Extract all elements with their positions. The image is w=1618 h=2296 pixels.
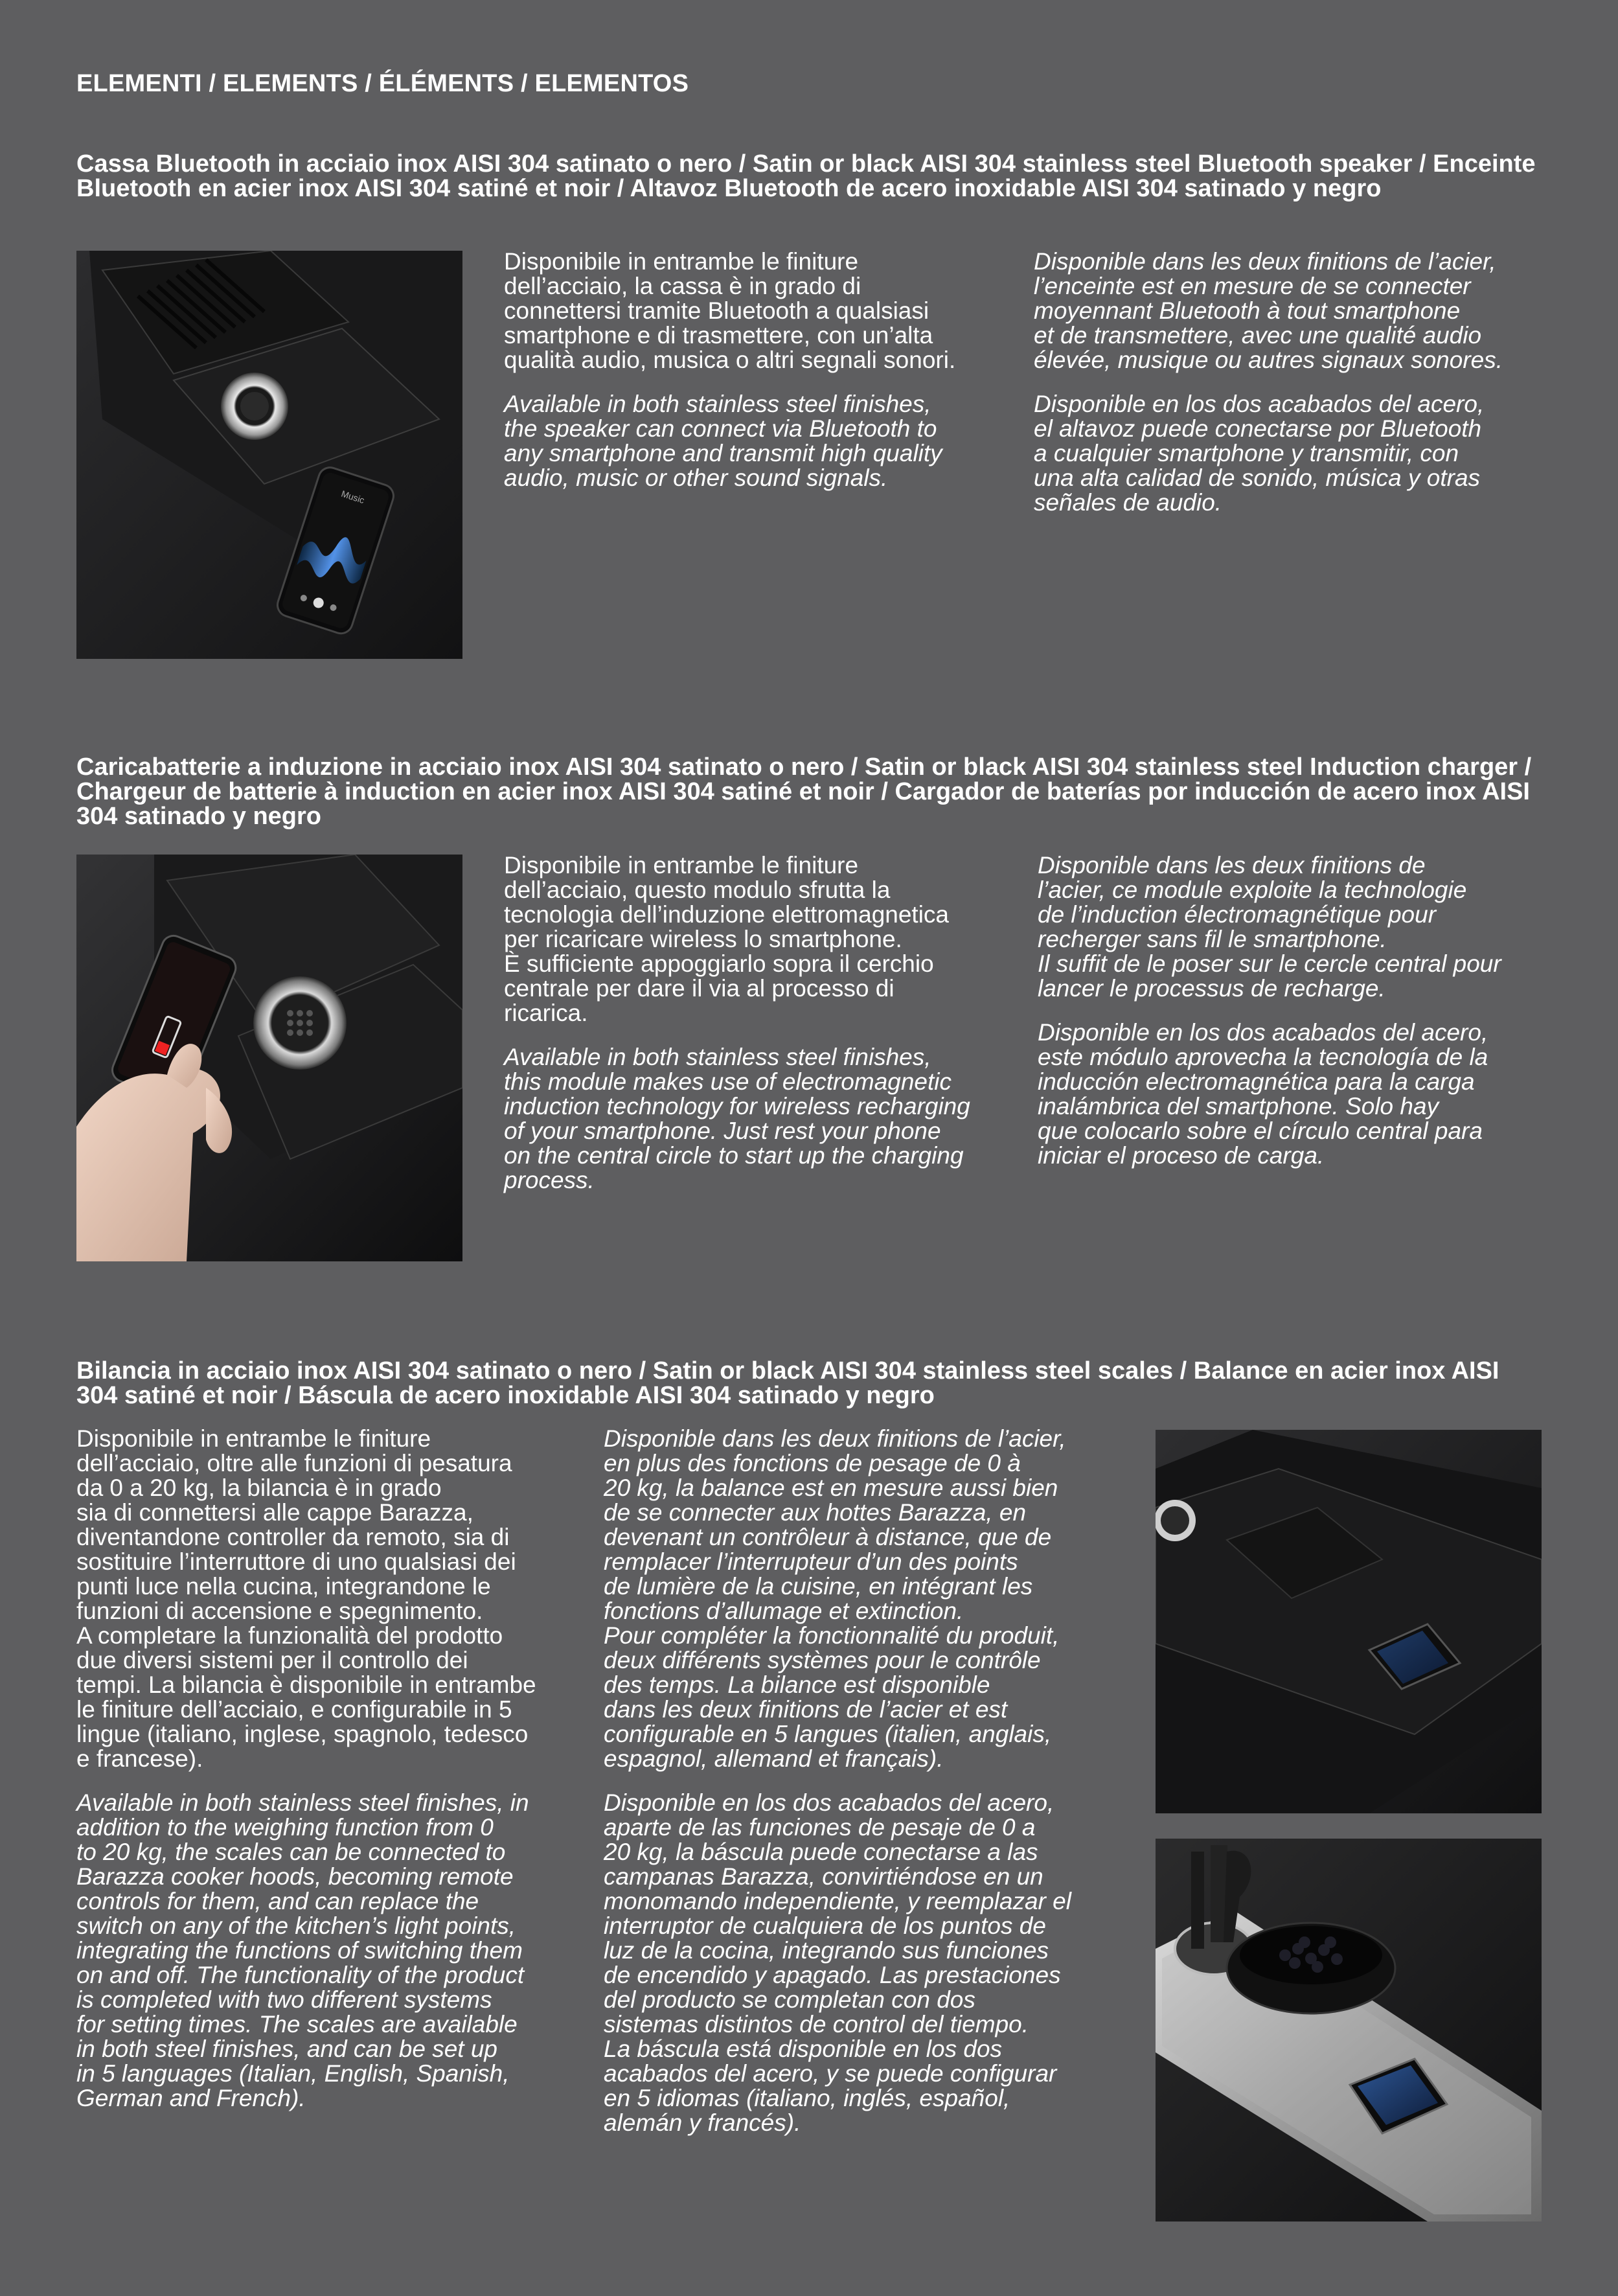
scales-text-col-1	[76, 1427, 595, 2130]
speaker-text-it: Disponibile in entrambe le finiture dell’acciaio, la cassa è in grado di connettersi tramite Bluetooth a qualsiasi smartphone e di trasmettere, con un’alta qualità audio, musica o altri segnali sonori.	[504, 248, 956, 373]
scales-text-es: Disponible en los dos acabados del acero, aparte de las funciones de pesaje de 0 a 20 kg, la báscula puede conectarse a las campanas Barazza, convirtiéndose en un monomando independiente, y reemplazar el interruptor de cualquiera de los puntos de luz de la cocina, integrando sus funciones de encendido y apagado. Las prestaciones del producto se completan con dos sistemas distintos de control del tiempo. La báscula está disponible en los dos acabados del acero, y se puede configurar en 5 idiomas (italiano, inglés, español, alemán y francés).	[604, 1789, 1071, 2136]
speaker-text-en: Available in both stainless steel finishes, the speaker can connect via Bluetooth to any smartphone and transmit high quality audio, music or other sound signals.	[504, 391, 942, 491]
scales-section-title: Bilancia in acciaio inox AISI 304 satinato o nero / Satin or black AISI 304 stainless steel scales / Balance en acier inox AISI 304 satiné et noir / Báscula de acero inoxidable AISI 304 satinado y negro	[76, 1357, 1499, 1409]
charger-text-col-2	[1038, 853, 1556, 1188]
charger-section-title: Caricabatterie a induzione in acciaio inox AISI 304 satinato o nero / Satin or black AISI 304 stainless steel Induction charger / Chargeur de batterie à induction en acier inox AISI 304 satiné et noir / Cargador de baterías por inducción de acero inox AISI 304 satinado y negro	[76, 753, 1532, 830]
charger-text-it: Disponibile in entrambe le finiture dell’acciaio, questo modulo sfrutta la tecnologia dell’induzione elettromagnetica per ricaricare wireless lo smartphone. È sufficiente appoggiarlo sopra il cerchio centrale per dare il via al processo di ricarica.	[504, 852, 950, 1026]
speaker-section-title: Cassa Bluetooth in acciaio inox AISI 304 satinato o nero / Satin or black AISI 304 stainless steel Bluetooth speaker / Enceinte Bluetooth en acier inox AISI 304 satiné et noir / Altavoz Bluetooth de acero inoxidable AISI 304 satinado y negro	[76, 150, 1536, 202]
speaker-text-col-1	[504, 249, 1022, 510]
scales-photo-steel	[1156, 1839, 1542, 2221]
speaker-text-col-2	[1034, 249, 1552, 534]
charger-photo	[76, 855, 462, 1261]
speaker-text-es: Disponible en los dos acabados del acero, el altavoz puede conectarse por Bluetooth a cualquier smartphone y transmitir, con una alta calidad de sonido, música y otras señales de audio.	[1034, 391, 1485, 516]
scales-text-fr: Disponible dans les deux finitions de l’acier, en plus des fonctions de pesage de 0 à 20 kg, la balance est en mesure aussi bien de se connecter aux hottes Barazza, en devenant un contrôleur à distance, que de remplacer l’interrupteur d’un des points de lumière de la cuisine, en intégrant les fonctions d’allumage et extinction. Pour compléter la fonctionnalité du produit, deux différents systèmes pour le contrôle des temps. La bilance est disponible dans les deux finitions de l’acier et est configurable en 5 langues (italien, anglais, espagnol, allemand et français).	[604, 1425, 1066, 1772]
charger-text-en: Available in both stainless steel finishes, this module makes use of electromagnetic induction technology for wireless recharging of your smartphone. Just rest your phone on the central circle to start up the charging process.	[504, 1044, 970, 1193]
charger-text-fr: Disponible dans les deux finitions de l’acier, ce module exploite la technologie de l’induction électromagnétique pour recherger sans fil le smartphone. Il suffit de le poser sur le cercle central pour lancer le processus de recharge.	[1038, 852, 1501, 1002]
speaker-photo	[76, 251, 462, 659]
charger-text-col-1	[504, 853, 1022, 1212]
scales-photo-black	[1156, 1430, 1542, 1813]
page-heading: ELEMENTI / ELEMENTS / ÉLÉMENTS / ELEMENTOS	[76, 70, 689, 97]
scales-text-it: Disponibile in entrambe le finiture dell’acciaio, oltre alle funzioni di pesatura da 0 a 20 kg, la bilancia è in grado sia di connettersi alle cappe Barazza, diventandone controller da remoto, sia di sostituire l’interruttore di uno qualsiasi dei punti luce nella cucina, integrandone le funzioni di accensione e spegnimento. A completare la funzionalità del prodotto due diversi sistemi per il controllo dei tempi. La bilancia è disponibile in entrambe le finiture dell’acciaio, e configurabile in 5 lingue (italiano, inglese, spagnolo, tedesco e francese).	[76, 1425, 536, 1772]
speaker-text-fr: Disponible dans les deux finitions de l’acier, l’enceinte est en mesure de se connecter moyennant Bluetooth à tout smartphone et de transmettere, avec une qualité audio élevée, musique ou autres signaux sonores.	[1034, 248, 1503, 373]
phone-screen-label: Music	[340, 488, 366, 506]
scales-text-en: Available in both stainless steel finishes, in addition to the weighing function from 0 to 20 kg, the scales can be connected to Barazza cooker hoods, becoming remote controls for them, and can replace the switch on any of the kitchen’s light points, integrating the functions of switching them on and off. The functionality of the product is completed with two different systems for setting times. The scales are available in both steel finishes, and can be set up in 5 languages (Italian, English, Spanish, German and French).	[76, 1789, 529, 2111]
charger-text-es: Disponible en los dos acabados del acero, este módulo aprovecha la tecnología de la inducción electromagnética para la carga inalámbrica del smartphone. Solo hay que colocarlo sobre el círculo central para iniciar el proceso de carga.	[1038, 1019, 1488, 1169]
scales-text-col-2	[604, 1427, 1135, 2155]
